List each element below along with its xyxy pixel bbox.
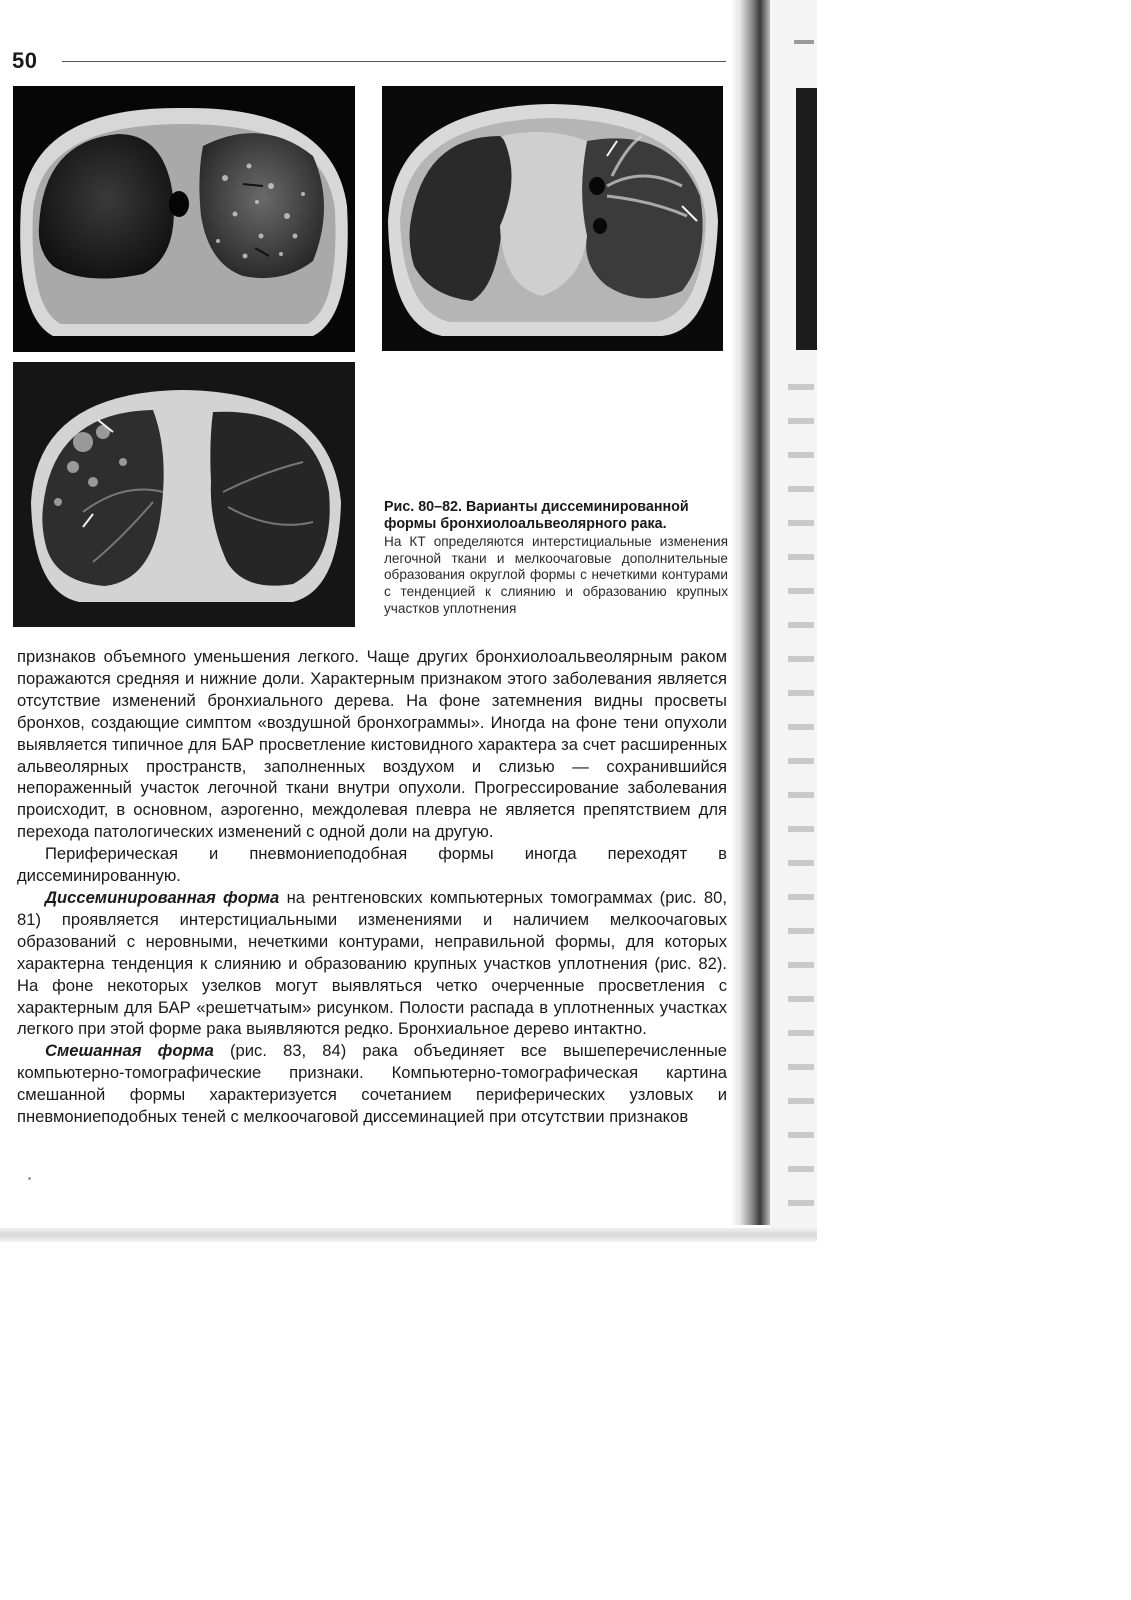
header-rule: [62, 61, 726, 62]
body-text: [17, 646, 727, 1128]
scan-speck: [28, 1177, 31, 1180]
paragraph-2: Периферическая и пневмониеподобная формы иногда переходят в диссеминированную.: [17, 844, 727, 886]
paragraph-1: признаков объемного уменьшения легкого. Чаще других бронхиолоальвеолярным раком поражаются средняя и нижние доли. Характерным признаком этого заболевания является отсутствие изменений бронхиального дерева. На фоне затемнения видны просветы бронхов, создающие симптом «воздушной бронхограммы». Иногда на фоне тени опухоли выявляется типичное для БАР просветление кистовидного характера за счет расширенных альвеолярных пространств, заполненных воздухом и слизью — сохранившийся непораженный участок легочной ткани внутри опухоли. Прогрессирование заболевания происходит, в основном, аэрогенно, междолевая плевра не является препятствием для перехода патологических изменений с одной доли на другую.: [17, 647, 727, 842]
ct-figure-80: [13, 86, 355, 352]
scan-bottom-edge: [0, 1228, 817, 1242]
paragraph-3: [17, 887, 727, 1040]
caption-body: На КТ определяются интерстициальные изменения легочной ткани и мелкоочаговые дополнительные образования округлой формы с нечеткими контурами с тенденцией к слиянию и образованию крупных участков уплотнения: [384, 533, 728, 617]
term-disseminated-form: Диссеминированная форма: [45, 887, 280, 907]
paragraph-4-text: (рис. 83, 84) рака объединяет все вышеперечисленные компьютерно-томографические признаки. Компьютерно-томографическая картина смешанной формы характеризуется сочетанием периферических узловых и пневмониеподобных теней с мелкоочаговой диссеминацией при отсутствии признаков: [17, 1041, 727, 1127]
adjacent-page-header: [794, 40, 814, 44]
page-number: 50: [12, 48, 38, 73]
adjacent-page-edge: [770, 0, 817, 1240]
adjacent-page-text: [788, 370, 814, 1210]
paragraph-4: [17, 1040, 727, 1128]
caption-title-text: Варианты диссеминированной формы бронхиолоальвеолярного рака.: [384, 499, 689, 533]
book-gutter: [730, 0, 770, 1225]
ct-figure-81: [382, 86, 723, 351]
adjacent-page-figure: [796, 88, 817, 350]
caption-title: [384, 499, 728, 534]
caption-figure-number: Рис. 80–82.: [384, 499, 462, 515]
paragraph-3-text: на рентгеновских компьютерных томограммах (рис. 80, 81) проявляется интерстициальными изменениями и наличием мелкоочаговых образований с неровными, нечеткими контурами, неправильной формы, для которых характерна тенденция к слиянию и образованию крупных участков уплотнения (рис. 82). На фоне некоторых узелков могут выявляться четко очерченные просветления с характерным для БАР «решетчатым» рисунком. Полости распада в уплотненных участках легкого при этой форме рака выявляются редко. Бронхиальное дерево интактно.: [17, 887, 727, 1039]
term-mixed-form: Смешанная форма: [45, 1041, 214, 1061]
figure-caption: [384, 499, 728, 618]
ct-figure-82: [13, 362, 355, 627]
